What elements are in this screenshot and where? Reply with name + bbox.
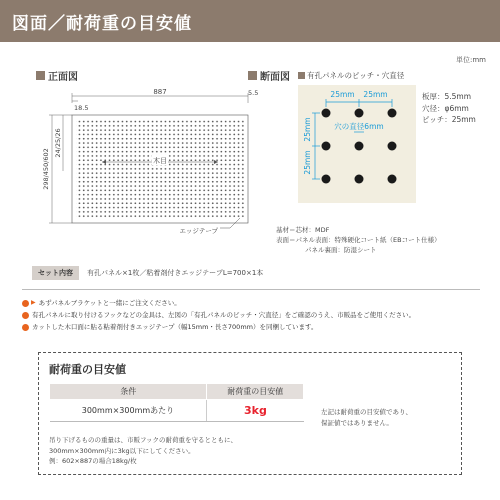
disclaimer-note <box>321 407 412 429</box>
bullet-icon <box>22 300 29 307</box>
spec-pitch: ピッチ：25mm <box>422 115 476 124</box>
col-value-header: 耐荷重の目安値 <box>207 384 304 400</box>
condition-cell: 300mm×300mmあたり <box>50 400 207 422</box>
edge-tape-label: エッジテープ <box>179 227 218 235</box>
spec-hole: 穴径：φ6mm <box>422 103 469 113</box>
pitch-v2-label: 25mm <box>303 150 312 175</box>
dim-height-label: 298/450/602 <box>42 148 50 190</box>
hanging-note-line: 例：602×887の場合18kg/枚 <box>49 457 137 465</box>
disclaimer-line: 左記は耐荷重の目安値であり、 <box>321 408 412 416</box>
section-subheading-text: 有孔パネルのピッチ・穴直径 <box>307 71 405 80</box>
set-contents-text: 有孔パネル×1枚／粘着剤付きエッジテープL=700×1本 <box>87 269 264 277</box>
bullet-icon <box>22 312 29 319</box>
disclaimer-line: 保証値ではありません。 <box>321 419 393 427</box>
heading-square-icon <box>36 71 45 80</box>
dim-pitch-label: 24/25/26 <box>54 128 62 158</box>
hanging-note-line: 吊り下げるものの重量は、市販フックの耐荷重を守るとともに、 <box>49 436 238 444</box>
material-surface: 表面＝パネル表面：特殊硬化コート紙（EBコート仕様） <box>276 236 441 244</box>
set-contents-label: セット内容 <box>32 266 79 280</box>
spec-thickness: 板厚：5.5mm <box>422 92 472 101</box>
hanging-note-line: 300mm×300mm内に3kg以下にしてください。 <box>49 446 195 455</box>
subheading-square-icon <box>298 72 305 79</box>
note-item <box>22 297 415 309</box>
heading-square-icon <box>248 71 257 80</box>
hole-pitch-diagram <box>298 85 416 203</box>
pitch-h1-label: 25mm <box>330 90 355 99</box>
grain-label: 木目 <box>153 157 167 165</box>
note-item <box>22 309 415 321</box>
note-text: 有孔パネルに取り付けるフックなどの金具は、左図の「有孔パネルのピッチ・穴直径」をご確認のうえ、市販品をご使用ください。 <box>32 311 416 319</box>
material-back: パネル裏面：防湿シート <box>305 246 377 254</box>
col-condition-header: 条件 <box>50 384 207 400</box>
table-row <box>50 400 304 422</box>
notes-list <box>22 297 415 333</box>
pitch-v1-label: 25mm <box>303 117 312 142</box>
pitch-h2-label: 25mm <box>363 90 388 99</box>
page-title: 図面／耐荷重の目安値 <box>12 14 192 34</box>
note-item <box>22 321 415 333</box>
load-title: 耐荷重の目安値 <box>49 363 126 376</box>
front-view-heading <box>36 68 78 83</box>
materials-info <box>276 225 441 255</box>
section-view-heading <box>248 68 404 83</box>
panel-specs <box>422 91 476 126</box>
dim-width-label: 887 <box>153 88 167 96</box>
note-text: カットした木口面に貼る粘着剤付きエッジテープ（幅15mm・長さ700mm）を同梱しています。 <box>32 323 318 331</box>
dim-offset-label: 18.5 <box>74 104 89 112</box>
section-divider <box>22 289 480 290</box>
note-text: あずパネルブラケットと一緒にご注文ください。 <box>38 299 181 307</box>
thickness-dim-label: 5.5 <box>248 89 259 97</box>
arrow-icon: ▶ <box>31 299 36 306</box>
hole-diameter-label: 穴の直径6mm <box>334 122 384 131</box>
page-header <box>0 0 500 42</box>
value-cell: 3kg <box>207 400 304 422</box>
material-base: 基材＝芯材：MDF <box>276 226 330 234</box>
front-view-heading-text: 正面図 <box>48 72 78 83</box>
section-view-heading-text: 断面図 <box>260 72 290 83</box>
load-capacity-box <box>38 352 462 475</box>
front-view-drawing <box>30 85 255 240</box>
section-subheading <box>298 70 404 81</box>
load-table <box>49 383 304 422</box>
bullet-icon <box>22 324 29 331</box>
hanging-note <box>49 435 237 467</box>
set-contents <box>32 266 263 280</box>
unit-label: 単位:mm <box>456 56 486 64</box>
